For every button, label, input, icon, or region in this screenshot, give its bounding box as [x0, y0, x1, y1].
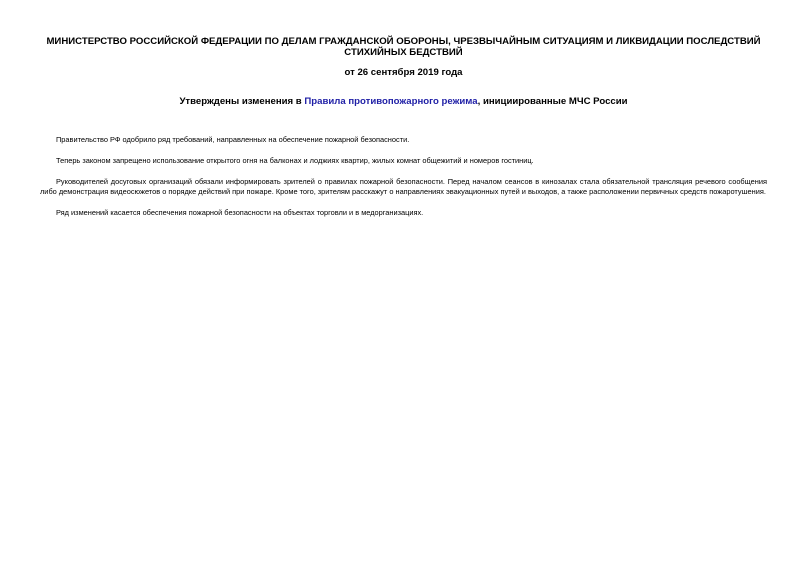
fire-safety-rules-link[interactable]: Правила противопожарного режима: [304, 96, 478, 107]
headline-suffix: , инициированные МЧС России: [477, 96, 628, 107]
paragraph: Правительство РФ одобрило ряд требований, направленных на обеспечение пожарной безопасности.: [56, 135, 410, 144]
document-headline: [40, 96, 767, 107]
ministry-title: МИНИСТЕРСТВО РОССИЙСКОЙ ФЕДЕРАЦИИ ПО ДЕЛАМ ГРАЖДАНСКОЙ ОБОРОНЫ, ЧРЕЗВЫЧАЙНЫМ СИТУАЦИЯМ И ЛИКВИДАЦИИ ПОСЛЕДСТВИЙ СТИХИЙНЫХ БЕДСТВИЙ: [46, 36, 761, 58]
document-date: от 26 сентября 2019 года: [344, 67, 463, 78]
paragraph: Руководителей досуговых организаций обязали информировать зрителей о правилах пожарной безопасности. Перед началом сеансов в кинозалах стала обязательной трансляция речевого сообщения либо демонстрация видеосюжетов о порядке действий при пожаре. Кроме того, зрителям расскажут о направлениях эвакуационных путей и выходов, а также расположении первичных средств пожаротушения.: [40, 177, 767, 196]
paragraph: Теперь законом запрещено использование открытого огня на балконах и лоджиях квартир, жилых комнат общежитий и номеров гостиниц.: [56, 156, 534, 166]
paragraph: Ряд изменений касается обеспечения пожарной безопасности на объектах торговли и в медорганизациях.: [56, 208, 424, 218]
document-body: [40, 135, 767, 229]
headline-prefix: Утверждены изменения в: [179, 96, 305, 107]
